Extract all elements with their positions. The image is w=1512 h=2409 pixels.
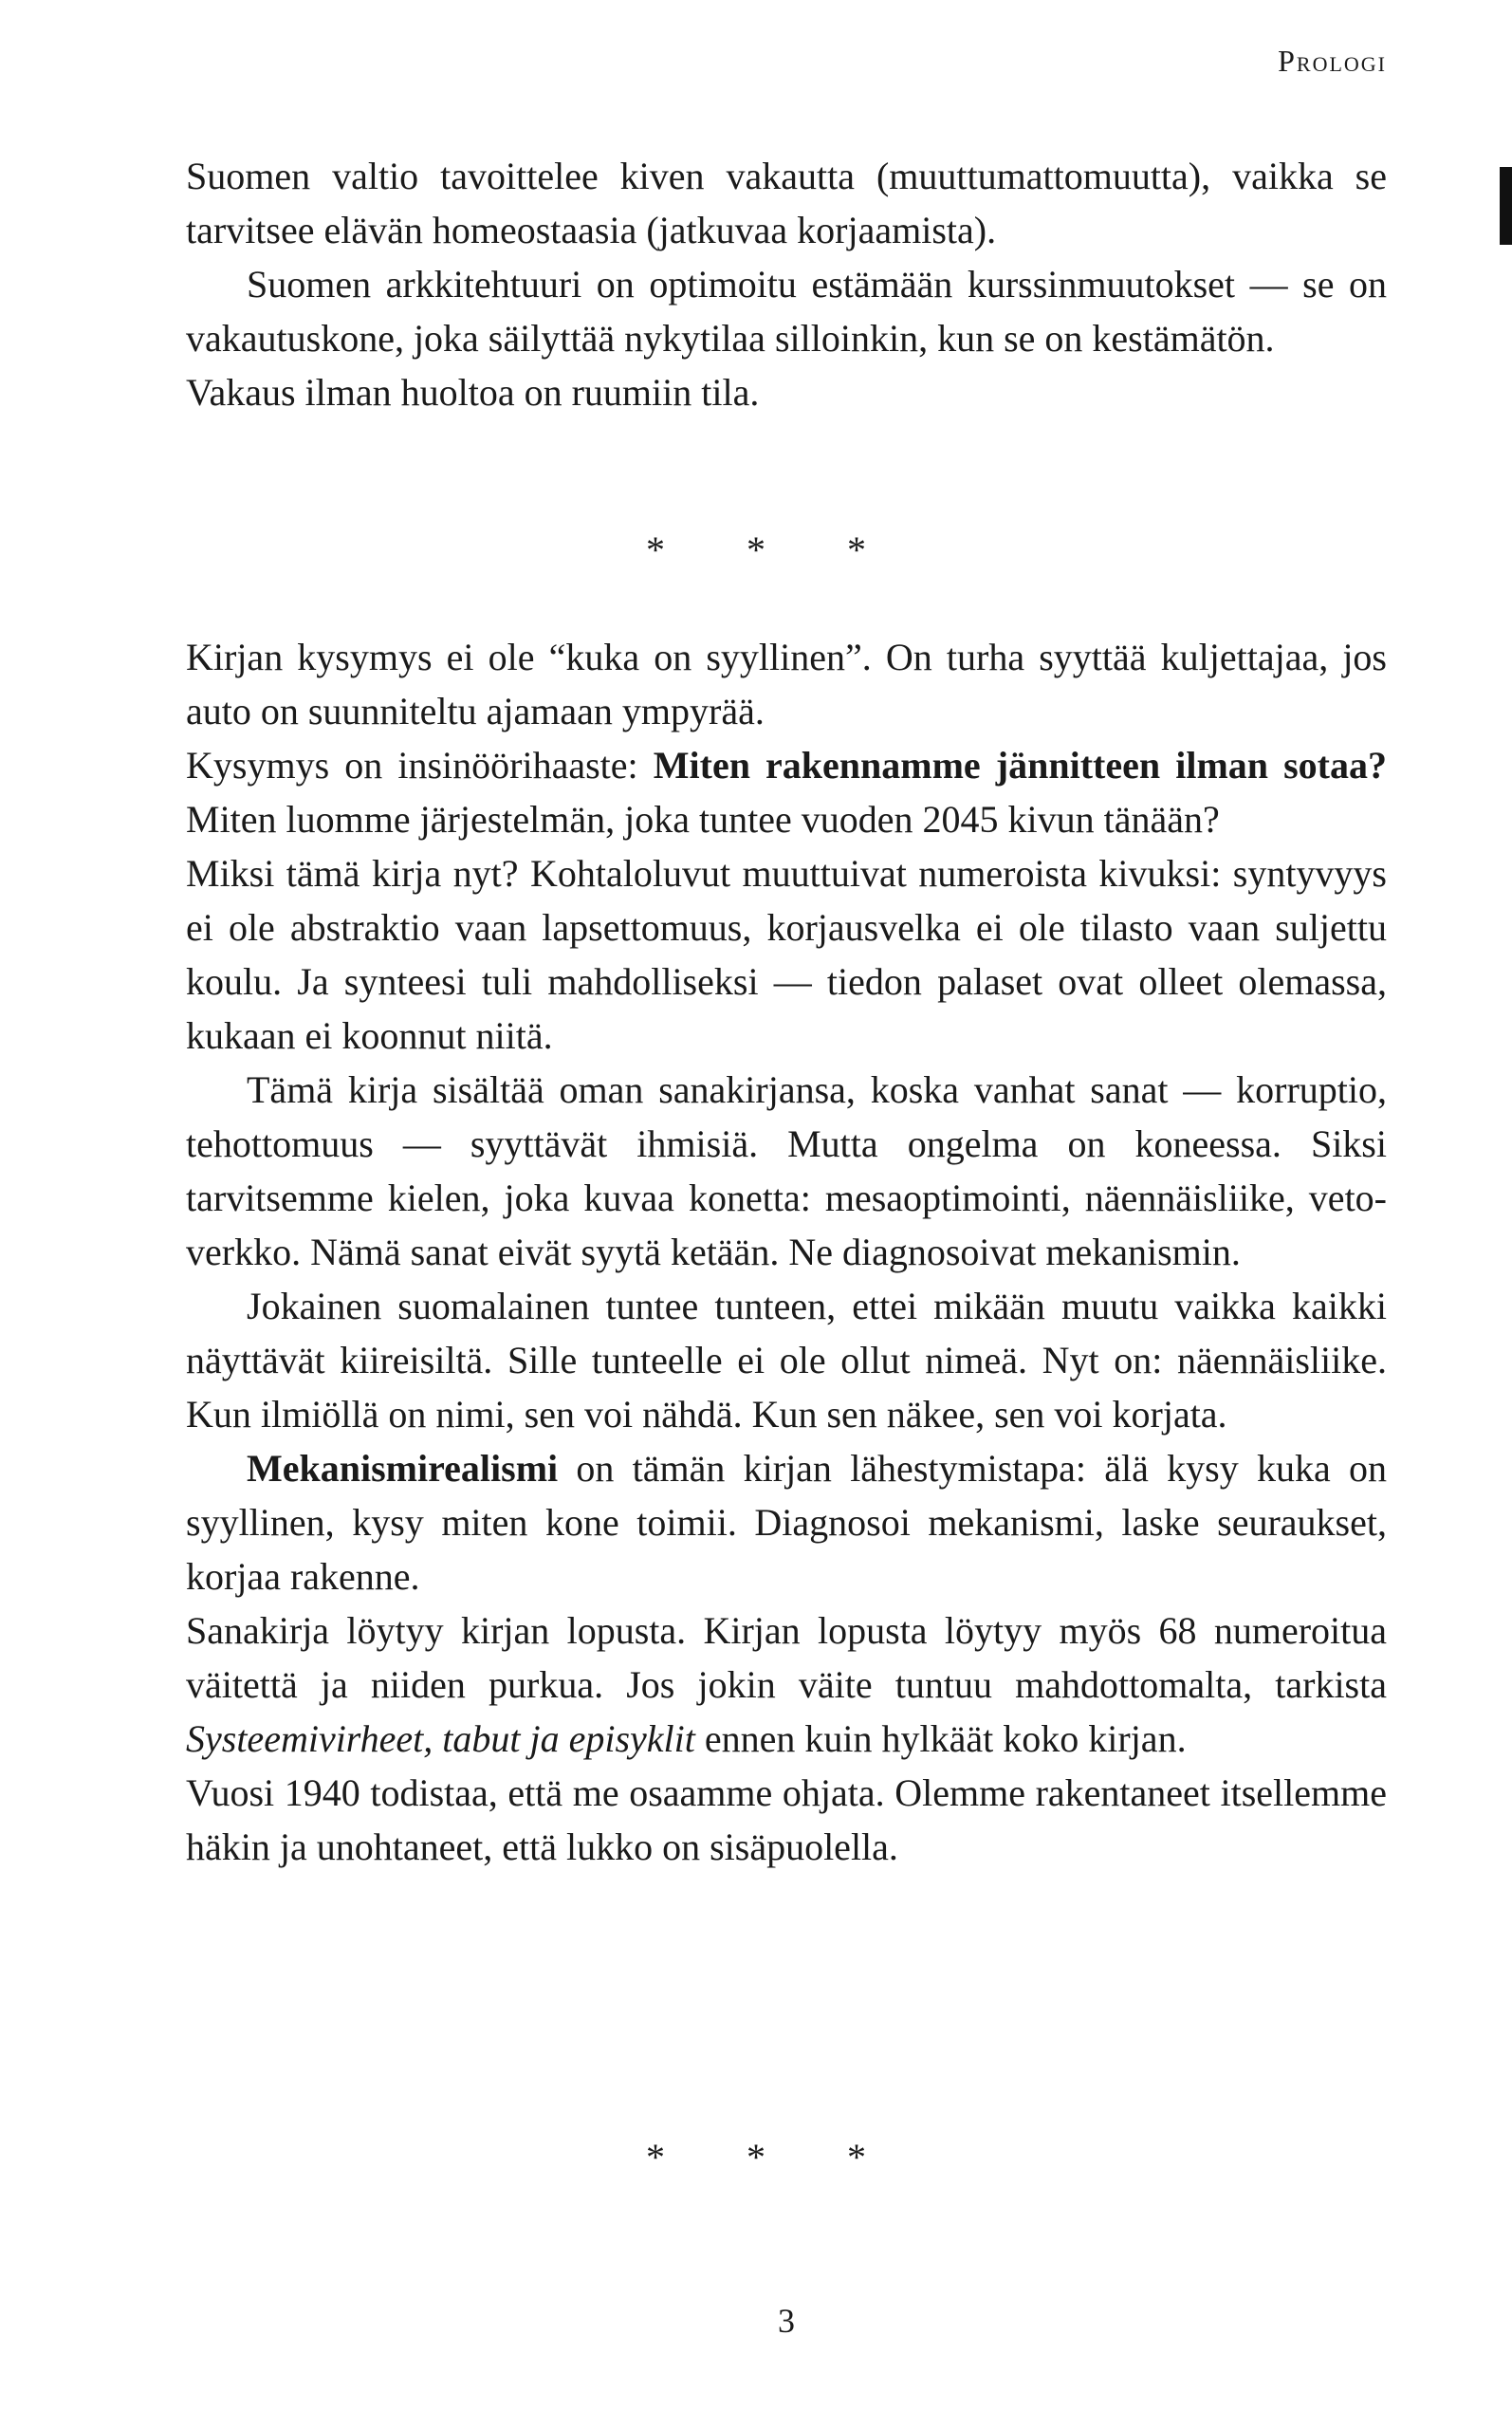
text-block-1 [186, 149, 1387, 419]
paragraph [186, 1603, 1387, 1766]
text-block-2 [186, 630, 1387, 1874]
paragraph-text: ennen kuin hylkäät koko kirjan. [694, 1717, 1187, 1760]
paragraph: Kirjan kysymys ei ole “kuka on syyllinen”. On turha syyttää kuljettajaa, jos auto on suunniteltu ajamaan ympyrää. [186, 636, 1387, 732]
paragraph: Suomen valtio tavoittelee kiven vakautta (muuttumattomuutta), vaikka se tarvitsee elävän homeostaasia (jatkuvaa korjaamista). [186, 155, 1387, 251]
section-break: * * * [646, 528, 902, 571]
paragraph-text: Miten luomme järjestelmän, joka tuntee vuoden 2045 kivun tänään? [186, 798, 1220, 841]
paragraph: Vakaus ilman huoltoa on ruumiin tila. [186, 371, 760, 414]
paragraph: Miksi tämä kirja nyt? Kohtaloluvut muuttuivat numeroista kivuksi: syntyvyys ei ole abstraktio vaan lapsettomuus, korjausvelka ei ole tilasto vaan suljettu koulu. Ja synteesi tuli mahdolliseksi — tiedon palaset ovat olleet olemassa, kukaan ei koonnut niitä. [186, 852, 1387, 1057]
paragraph: Tämä kirja sisältää oman sanakirjansa, koska vanhat sanat — korruptio, tehottomuus — syyttävät ihmisiä. Mutta ongelma on koneessa. Siksi tarvitsemme kielen, joka kuvaa konetta: mesaoptimointi, näennäisliike, veto-verkko. Nämä sanat eivät syytä ketään. Ne diagnosoivat mekanismin. [186, 1068, 1387, 1273]
italic-title: Systeemivirheet, tabut ja episyklit [186, 1717, 695, 1760]
chapter-thumb-tab [1500, 167, 1512, 245]
paragraph: Suomen arkkitehtuuri on optimoitu estämään kurssinmuutokset — se on vakautuskone, joka säilyttää nykytilaa silloinkin, kun se on kestämätön. [186, 263, 1387, 360]
paragraph-text: Kysymys on insinöörihaaste: [186, 744, 654, 787]
paragraph-text: on tämän kirjan lähestymistapa: älä kysy kuka on syyllinen, kysy miten kone toimii. Diagnosoi mekanismi, laske seuraukset, korjaa rakenne. [186, 1447, 1387, 1598]
page-number: 3 [778, 2302, 795, 2340]
section-break: * * * [646, 2136, 902, 2178]
paragraph [186, 1441, 1387, 1603]
paragraph: Vuosi 1940 todistaa, että me osaamme ohjata. Olemme rakentaneet itsellemme häkin ja unohtaneet, että lukko on sisäpuolella. [186, 1771, 1387, 1868]
paragraph-text: Sanakirja löytyy kirjan lopusta. Kirjan lopusta löytyy myös 68 numeroitua väitettä ja niiden purkua. Jos jokin väite tuntuu mahdottomalta, tarkista [186, 1609, 1387, 1706]
bold-question: Miten rakennamme jännitteen ilman sotaa? [653, 744, 1388, 787]
bold-term: Mekanismirealismi [247, 1447, 559, 1490]
paragraph [186, 738, 1387, 846]
paragraph: Jokainen suomalainen tuntee tunteen, ettei mikään muutu vaikka kaikki näyttävät kiireisiltä. Sille tunteelle ei ole ollut nimeä. Nyt on: näennäisliike. Kun ilmiöllä on nimi, sen voi nähdä. Kun sen näkee, sen voi korjata. [186, 1285, 1387, 1436]
running-head: Prologi [1278, 44, 1387, 78]
